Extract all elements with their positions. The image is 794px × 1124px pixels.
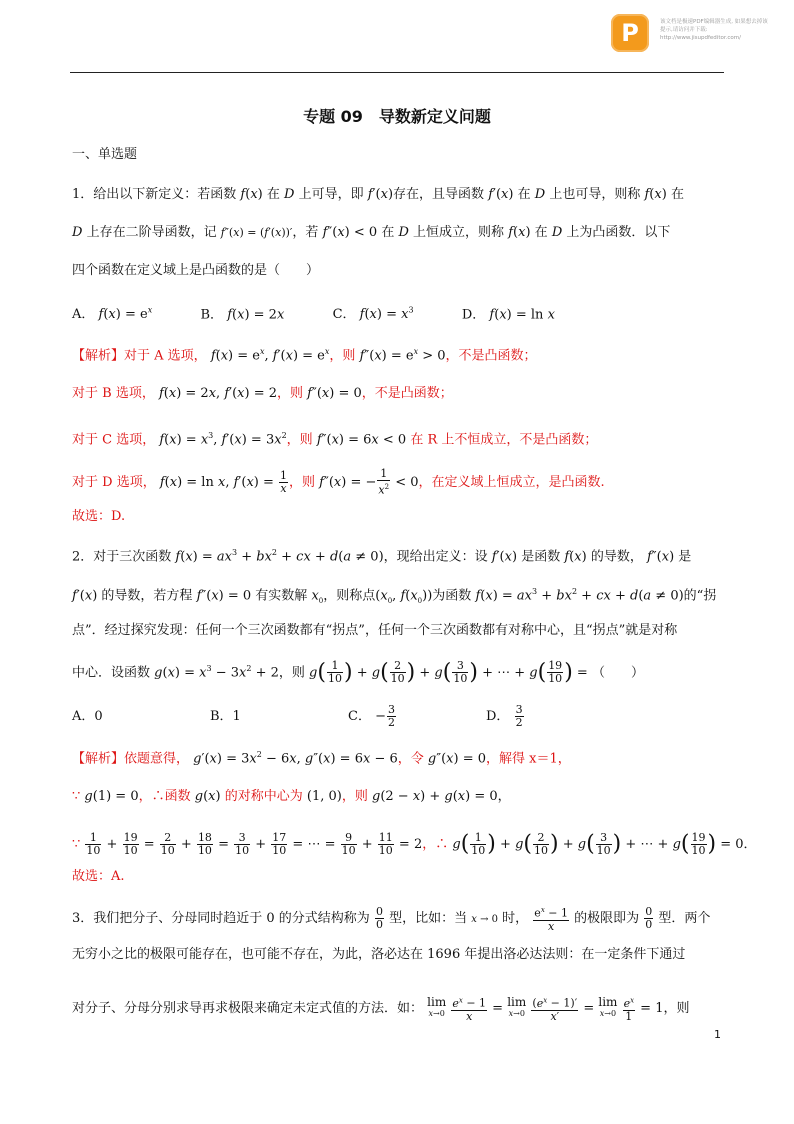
q1-option-d: D． f(x) = ln x	[461, 307, 555, 323]
q2-answer: 故选：A.	[72, 869, 125, 884]
q2-solution-2: ∵ g(1) = 0，∴函数 g(x) 的对称中心为 (1, 0)，则 g(2 − x) + g(x) = 0，	[72, 789, 511, 804]
q2-line-4: 中心．设函数 $g(x) = x^3 - 3x^2 + 2$，则 g( $\frac{1}{10}$ ) + g( $\frac{2}{10}$ ) + g( $\frac{3}{10}$ ) + ⋯ + g( $\frac{19}{10}$ ) = （ ）	[72, 659, 644, 686]
q2-line-3: 点”．经过探究发现：任何一个三次函数都有“拐点”，任何一个三次函数都有对称中心，且“拐点”就是对称	[72, 623, 678, 638]
q1-answer: 故选：D.	[72, 509, 126, 524]
q2-option-a: A．0	[72, 709, 103, 724]
logo-letter: P	[621, 19, 639, 47]
q1-solution-d: 对于 D 选项， f(x) = ln x, f′(x) = $\frac{1}{x}$ ，则 f″(x) = − $\frac{1}{x^2}$ < 0，在定义域上恒成立，是凸函数.	[72, 467, 605, 497]
q1-options	[72, 302, 732, 324]
page-title: 专题 09 导数新定义问题	[303, 107, 491, 126]
watermark-note: 该文档是极速PDF编辑器生成, 如果想去掉该提示,请访问并下载: http://www.jisupdfeditor.com/	[660, 19, 768, 41]
q1-solution-c: 对于 C 选项， $f(x) = x^3$, $f'(x) = 3x^2$，则 f″(x) = 6x < 0 在 R 上不恒成立，不是凸函数；	[72, 431, 598, 448]
q2-option-c: C． − $\frac{3}{2}$	[348, 703, 395, 729]
header-rule	[70, 72, 724, 73]
q1-line-1: 1．给出以下新定义：若函数 f(x) 在 D 上可导，即 f′(x)存在，且导函数 f′(x) 在 D 上也可导，则称 f(x) 在	[72, 187, 684, 202]
q2-option-d: D． $\frac{3}{2}$	[486, 703, 523, 729]
q2-line-2: f′(x) 的导数，若方程 f″(x) = 0 有实数解 $x_0$，则称点($x_0$, $f(x_0)$)为函数 $f(x) = ax^3 + bx^2$ + cx + d(a ≠ 0)的“拐	[72, 587, 717, 605]
q2-solution-1: 【解析】依题意得， $g'(x) = 3x^2 - 6x$, g″(x) = 6x − 6，令 g″(x) = 0，解得 x＝1，	[72, 750, 571, 767]
q2-options	[72, 704, 732, 729]
q1-solution-b: 对于 B 选项， f(x) = 2x, f′(x) = 2，则 f″(x) = 0，不是凸函数；	[72, 386, 453, 401]
pdf-editor-logo-icon	[611, 14, 649, 52]
q1-option-c: C． $f(x) = x^3$	[332, 306, 414, 323]
q3-line-1: 3．我们把分子、分母同时趋近于 0 的分式结构称为 $\frac{0}{0}$ 型，比如：当 x → 0 时， $\frac{e^x - 1}{x}$ 的极限即为 $\frac{0}{0}$ 型．两个	[72, 904, 711, 933]
q2-option-b: B．1	[210, 709, 241, 724]
q1-line-2: D 上存在二阶导函数，记 f″(x) = (f′(x))′，若 f″(x) < 0 在 D 上恒成立，则称 f(x) 在 D 上为凸函数．以下	[72, 225, 671, 240]
section-heading: 一、单选题	[72, 147, 138, 162]
page-number: 1	[714, 1028, 721, 1041]
q1-option-a: A． $f(x) = e^x$	[72, 306, 153, 323]
q3-line-3: 对分子、分母分别求导再求极限来确定未定式值的方法．如： lim x→0 $\frac{e^x - 1}{x}$ = lim x→0 $\frac{(e^x - 1)'}{x'}$ = lim x→0 $\frac{e^x}{1}$ = 1，则	[72, 995, 690, 1023]
q2-line-1: 2．对于三次函数 $f(x) = ax^3 + bx^2$ + cx + d(a ≠ 0)，现给出定义：设 f′(x) 是函数 f(x) 的导数， f″(x) 是	[72, 548, 692, 565]
q1-option-b: B． f(x) = 2x	[200, 307, 285, 323]
q3-line-2: 无穷小之比的极限可能存在，也可能不存在，为此，洛必达在 1696 年提出洛必达法则：在一定条件下通过	[72, 947, 686, 962]
q1-solution-a: 【解析】对于 A 选项， $f(x) = e^x$, $f'(x) = e^x$，则 $f''(x) = e^x > 0$，不是凸函数；	[72, 347, 537, 364]
q2-solution-3: ∵ $\frac{1}{10}$ + $\frac{19}{10}$ = $\frac{2}{10}$ + $\frac{18}{10}$ = $\frac{3}{10}$ + $\frac{17}{10}$ = ⋯ = $\frac{9}{10}$ + $\frac{11}{10}$ = 2，∴ g( $\frac{1}{10}$ ) + g( $\frac{2}{10}$ ) + g( $\frac{3}{10}$ ) + ⋯ + g( $\frac{19}{10}$ ) = 0．	[72, 831, 757, 857]
q1-line-3: 四个函数在定义域上是凸函数的是（ ）	[72, 263, 320, 278]
